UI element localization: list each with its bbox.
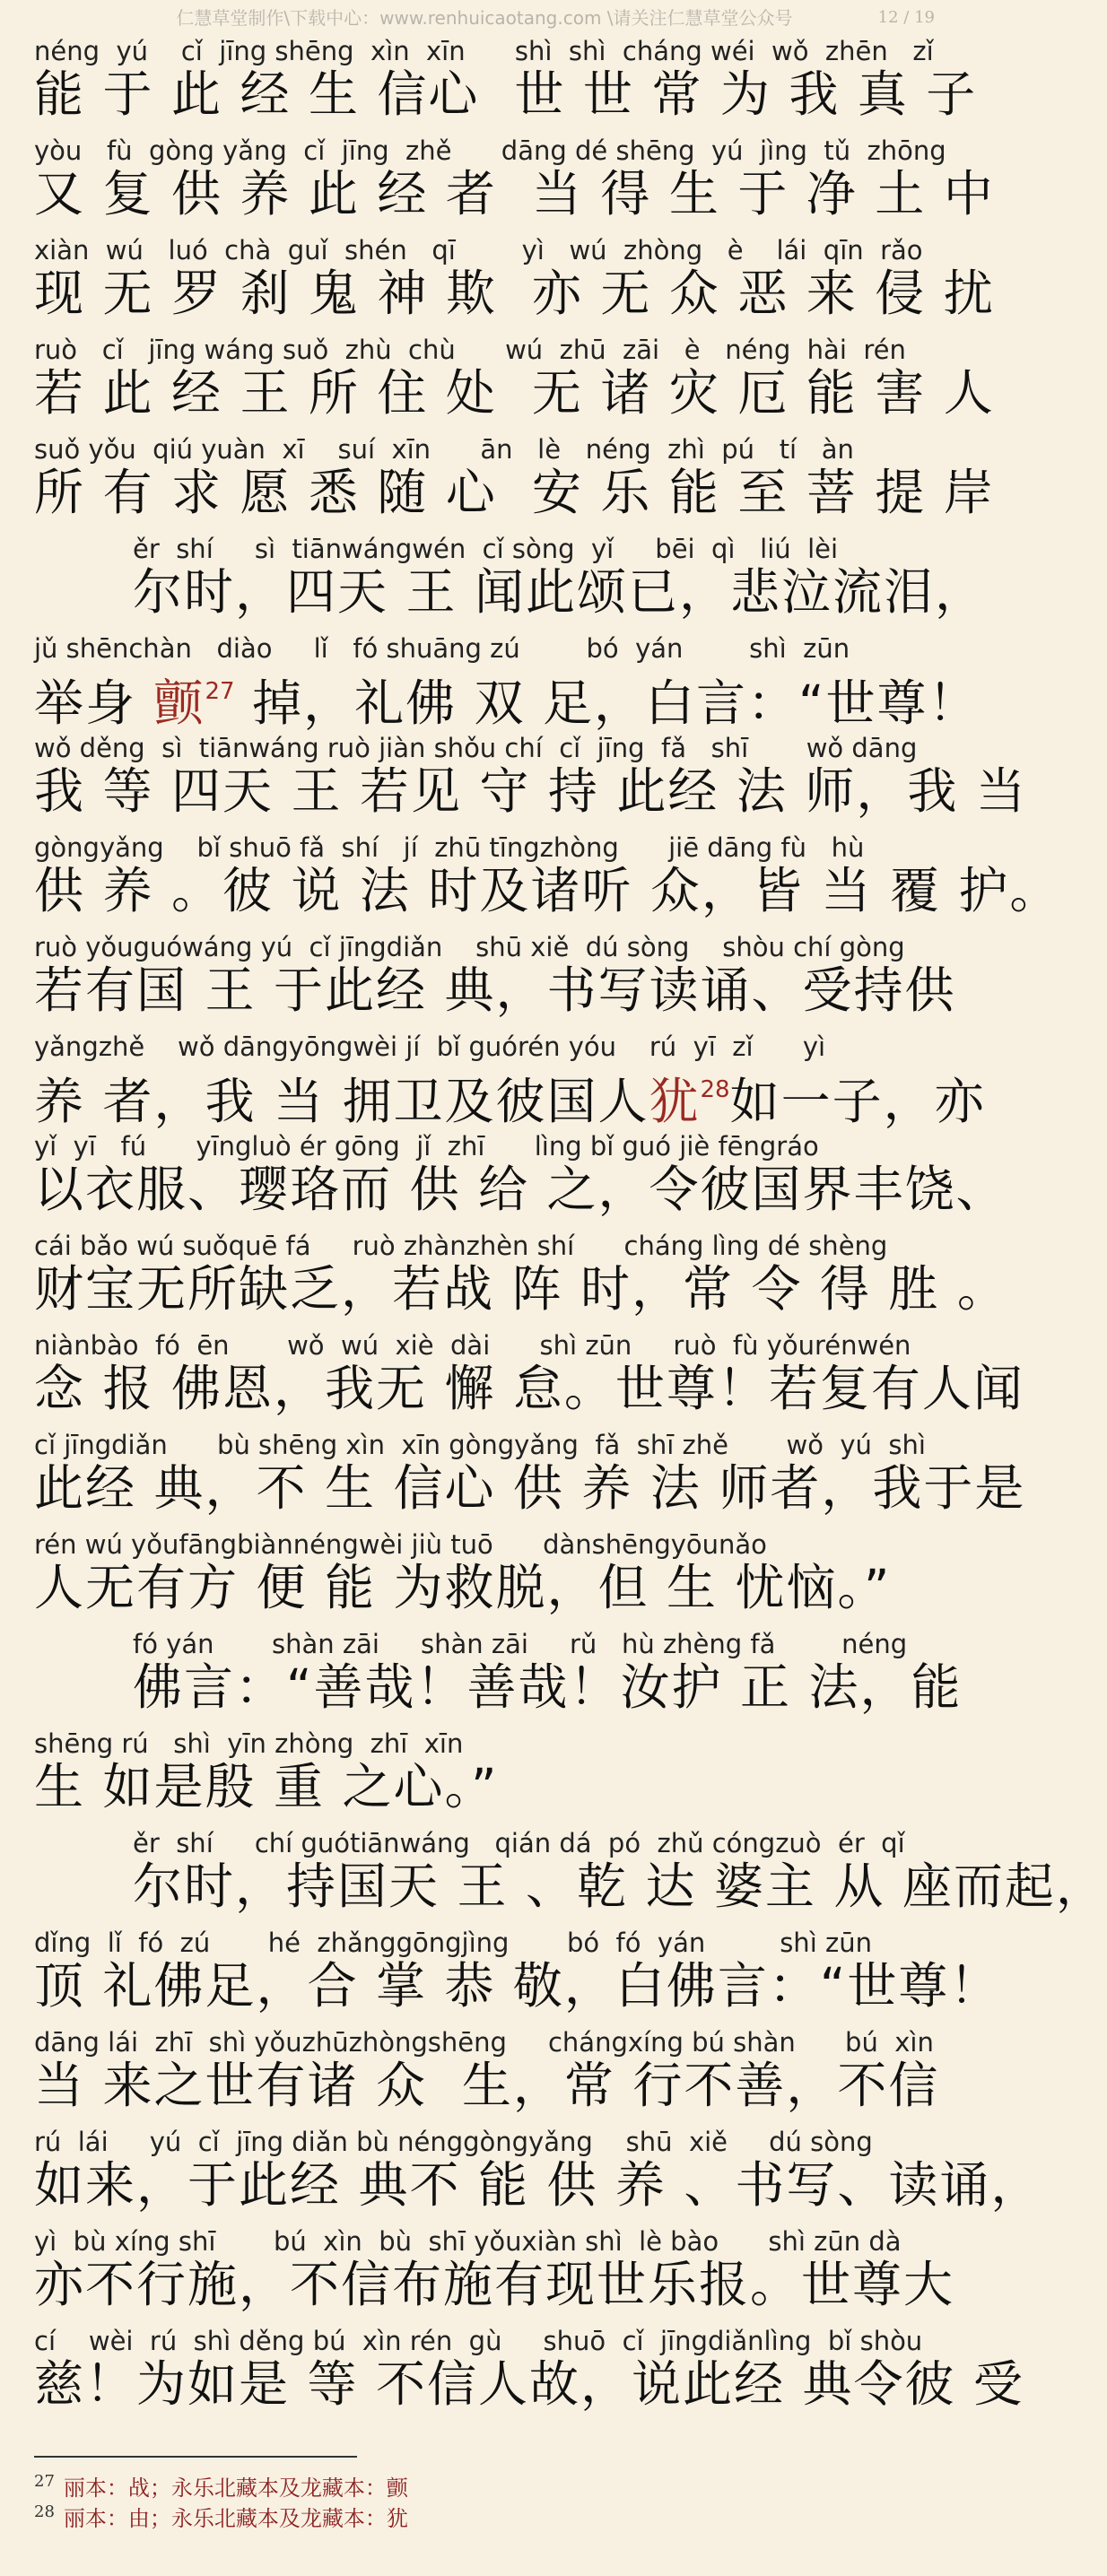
hanzi-segment: 掉，礼佛 双 足，白言：“世尊！ [234,674,980,732]
pinyin-row: yòu fù gòng yǎng cǐ jīng zhě dāng dé shēng yú jìng tǔ zhōng [34,135,946,166]
text-line [0,1330,1024,1430]
text-line [0,1728,969,1828]
text-line [0,1629,969,1728]
footnote-number: 28 [34,2502,55,2521]
page-header [0,0,969,36]
text-line [0,235,995,335]
pinyin-row: yǐ yī fú yīngluò ér gōng jǐ zhī lìng bǐ guó jiè fēngráo [34,1131,819,1162]
text-line [0,135,995,235]
hanzi-row: 此经 典，不 生 信心 供 养 法 师者，我于是 [34,1459,1026,1517]
scripture-text [0,36,1107,2425]
hanzi-row: 尔时，四天 王 闻此颂已，悲泣流泪， [133,563,986,621]
pinyin-row: rén wú yǒufāngbiànnéngwèi jiù tuō dànshēngyōunǎo [34,1529,767,1560]
footnote [34,2467,931,2501]
hanzi-row: 又 复 供 养 此 经 者 当 得 生 于 净 土 中 [34,165,995,222]
text-line [0,633,980,733]
hanzi-row: 生 如是殷 重 之心。” [34,1758,499,1815]
pinyin-row: ěr shí sì tiānwángwén cǐ sòng yǐ bēi qì liú lèi [133,534,839,564]
hanzi-row: 尔时，持国天 王 、乾 达 婆主 从 座而起， [133,1858,1107,1915]
footnotes [34,2467,931,2531]
pinyin-row: cǐ jīngdiǎn bù shēng xìn xīn gòngyǎng fǎ shī zhě wǒ yú shì [34,1430,926,1460]
hanzi-row: 我 等 四天 王 若见 守 持 此经 法 师，我 当 [34,762,1027,820]
text-line [0,2226,969,2326]
text-line [0,36,978,135]
hanzi-segment: 举身 [34,674,154,732]
pinyin-row: wǒ děng sì tiānwáng ruò jiàn shǒu chí cǐ jīng fǎ shī wǒ dāng [34,733,918,763]
footnote-text: 丽本：由；永乐北藏本及龙藏本：犹 [63,2506,408,2531]
text-line [0,1131,1007,1231]
pinyin-row: yǎngzhě wǒ dāngyōngwèi jí bǐ guórén yóu rú yī zǐ yì [34,1031,826,1062]
pinyin-row: jǔ shēnchàn diào lǐ fó shuāng zú bó yán shì zūn [34,633,850,664]
pinyin-row: dāng lái zhī shì yǒuzhūzhòngshēng chángxíng bú shàn bú xìn [34,2027,934,2058]
pinyin-row: suǒ yǒu qiú yuàn xī suí xīn ān lè néng zhì pú tí àn [34,434,854,465]
text-line [0,2127,1042,2226]
hanzi-row: 若 此 经 王 所 住 处 无 诸 灾 厄 能 害 人 [34,364,995,422]
pinyin-row: cái bǎo wú suǒquē fá ruò zhànzhèn shí cháng lìng dé shèng [34,1231,888,1261]
footnote-number: 27 [34,2472,55,2491]
hanzi-row: 慈！为如是 等 不信人故，说此经 典令彼 受 [34,2355,1024,2413]
text-line [0,1430,1026,1529]
pinyin-row: fó yán shàn zāi shàn zāi rǔ hù zhèng fǎ néng [133,1629,908,1659]
pinyin-row: xiàn wú luó chà guǐ shén qī yì wú zhòng è lái qīn rǎo [34,235,923,265]
text-line [0,1529,969,1629]
text-line [0,1231,1008,1330]
text-line [0,733,1027,832]
variant-character: 犹 [649,1073,701,1130]
text-line [0,2326,1024,2425]
pinyin-row: shēng rú shì yīn zhòng zhī xīn [34,1728,464,1759]
page-number: 12 / 19 [877,8,935,27]
pinyin-row: ruò cǐ jīng wáng suǒ zhù chù wú zhū zāi è néng hài rén [34,335,906,365]
text-line [0,1828,1107,1928]
text-line [0,434,995,534]
text-line [0,534,986,633]
pinyin-row: cí wèi rú shì děng bú xìn rén gù shuō cǐ jīngdiǎnlìng bǐ shòu [34,2326,923,2356]
hanzi-row: 顶 礼佛足，合 掌 恭 敬，白佛言：“世尊！ [34,1957,1001,2015]
hanzi-row: 亦不行施，不信布施有现世乐报。世尊大 [34,2256,955,2313]
hanzi-row: 佛言：“善哉！善哉！汝护 正 法，能 [133,1658,963,1716]
text-line [0,1928,1001,2027]
pinyin-row: niànbào fó ēn wǒ wú xiè dài shì zūn ruò fù yǒurénwén [34,1330,911,1361]
hanzi-row: 供 养 。彼 说 法 时及诸听 众，皆 当 覆 护。 [34,862,1061,919]
footnote [34,2497,931,2531]
footnote-marker[interactable]: 28 [700,1076,730,1103]
text-line [0,2027,969,2127]
hanzi-row: 如来，于此经 典不 能 供 养 、书写、读诵， [34,2156,1042,2214]
hanzi-row: 以衣服、璎珞而 供 给 之，令彼国界丰饶、 [34,1161,1007,1218]
hanzi-segment: 如一子，亦 [729,1073,986,1130]
variant-character: 颤 [153,674,205,732]
pinyin-row: dǐng lǐ fó zú hé zhǎnggōngjìng bó fó yán shì zūn [34,1928,872,1958]
hanzi-segment: 养 者，我 当 拥卫及彼国人 [34,1073,649,1130]
hanzi-row: 念 报 佛恩，我无 懈 怠。世尊！若复有人闻 [34,1360,1024,1417]
pinyin-row: gòngyǎng bǐ shuō fǎ shí jí zhū tīngzhòng jiē dāng fù hù [34,832,865,863]
text-line [0,832,1061,932]
hanzi-row: 若有国 王 于此经 典，书写读诵、受持供 [34,962,956,1019]
pinyin-row: rú lái yú cǐ jīng diǎn bù nénggòngyǎng shū xiě dú sòng [34,2127,873,2157]
pinyin-row: ěr shí chí guótiānwáng qián dá pó zhǔ cóngzuò ér qǐ [133,1828,905,1858]
pinyin-row: ruò yǒuguówáng yú cǐ jīngdiǎn shū xiě dú sòng shòu chí gòng [34,932,905,962]
hanzi-row [34,1062,986,1130]
hanzi-row: 当 来之世有诸 众 生，常 行不善，不信 [34,2057,940,2114]
text-line [0,1031,986,1131]
footnote-text: 丽本：战；永乐北藏本及龙藏本：颤 [63,2476,408,2501]
header-text: 仁慧草堂制作\下载中心：www.renhuicaotang.com \请关注仁慧草堂公众号 [176,7,793,29]
footnote-marker[interactable]: 27 [205,678,235,705]
pinyin-row: néng yú cǐ jīng shēng xìn xīn shì shì cháng wéi wǒ zhēn zǐ [34,36,934,66]
hanzi-row: 能 于 此 经 生 信心 世 世 常 为 我 真 子 [34,65,978,123]
hanzi-row: 财宝无所缺乏，若战 阵 时，常 令 得 胜 。 [34,1260,1008,1318]
hanzi-row: 所 有 求 愿 悉 随 心 安 乐 能 至 菩 提 岸 [34,464,995,521]
pinyin-row: yì bù xíng shī bú xìn bù shī yǒuxiàn shì lè bào shì zūn dà [34,2226,902,2257]
footnote-divider [34,2456,357,2458]
text-line [0,335,995,434]
text-line [0,932,969,1031]
hanzi-row: 人无有方 便 能 为救脱，但 生 忧恼。” [34,1559,892,1616]
hanzi-row [34,664,980,732]
hanzi-row: 现 无 罗 刹 鬼 神 欺 亦 无 众 恶 来 侵 扰 [34,265,995,322]
